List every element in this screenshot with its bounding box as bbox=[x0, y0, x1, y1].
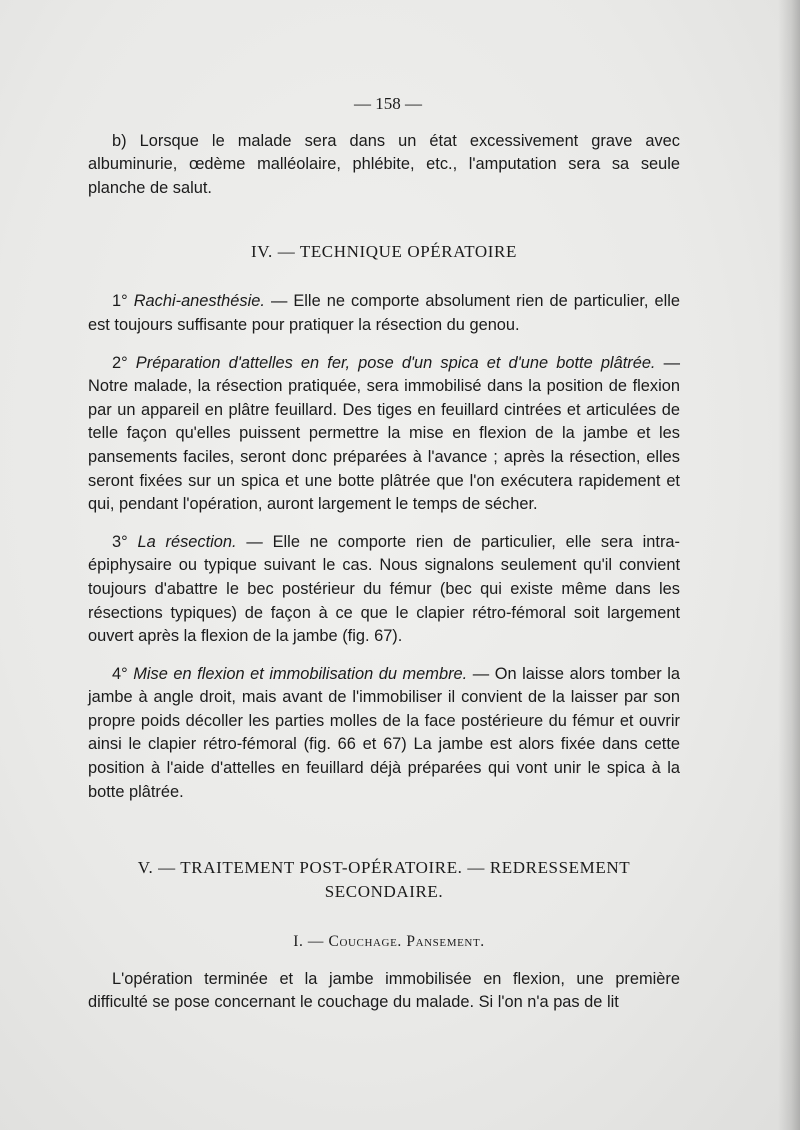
item-3-text: — Elle ne comporte rien de particulier, elle sera intra-épiphysaire ou typique suivant le cas. Nous signalons seulement qu'il convient toujours d'abattre le bec postérieur du fémur (bec qui existe même dans les résections typiques) de façon à ce que le clapier rétro-fémoral soit largement ouvert après la flexion de la jambe (fig. 67). bbox=[88, 532, 680, 646]
item-2-title: Préparation d'attelles en fer, pose d'un spica et d'une botte plâtrée. bbox=[135, 353, 656, 372]
item-3-number: 3° bbox=[112, 532, 128, 551]
section-4-title: IV. — TECHNIQUE OPÉRATOIRE bbox=[251, 242, 517, 262]
item-2 bbox=[88, 352, 680, 517]
item-2-text: — Notre malade, la résection pratiquée, sera immobilisé dans la position de flexion par un appareil en plâtre feuillard. Des tiges en feuillard cintrées et articulées de telle façon qu'elles puissent permettre la mise en flexion de la jambe et les pansements faciles, seront donc préparées à l'avance ; après la résection, elles seront fixées sur un spica et une botte plâtrée que l'on exécutera rapidement et qui, pendant l'opération, auront largement le temps de sécher. bbox=[88, 353, 681, 514]
item-1 bbox=[88, 290, 680, 337]
item-1-title: Rachi-anesthésie. bbox=[133, 292, 265, 311]
section-5-title-line-2: SECONDAIRE. bbox=[324, 882, 444, 902]
item-4 bbox=[88, 663, 680, 805]
page-content bbox=[88, 92, 680, 1015]
item-3-title: La résection. bbox=[137, 532, 237, 551]
section-5-title-line-1: V. — TRAITEMENT POST-OPÉRATOIRE. — REDRESSEMENT bbox=[137, 858, 631, 878]
item-1-number: 1° bbox=[112, 292, 128, 311]
item-4-text: — On laisse alors tomber la jambe à angle droit, mais avant de l'immobiliser il convient de la laisser par son propre poids décoller les parties molles de la face postérieure du fémur et ouvrir ainsi le clapier rétro-fémoral (fig. 66 et 67) La jambe est alors fixée dans cette position à l'aide d'attelles en feuillard déjà préparées qui vont unir le spica à la botte plâtrée. bbox=[88, 664, 680, 801]
page-spine-shadow bbox=[778, 0, 800, 1130]
paragraph-b: b) Lorsque le malade sera dans un état excessivement grave avec albuminurie, œdème malléolaire, phlébite, etc., l'amputation sera sa seule planche de salut. bbox=[88, 131, 680, 197]
item-2-number: 2° bbox=[112, 353, 128, 372]
item-1-text: — Elle ne comporte absolument rien de particulier, elle est toujours suffisante pour pratiquer la résection du genou. bbox=[88, 292, 680, 334]
item-4-number: 4° bbox=[112, 664, 128, 683]
subsection-1-title: I. — Couchage. Pansement. bbox=[293, 933, 485, 951]
item-3 bbox=[88, 531, 680, 649]
item-4-title: Mise en flexion et immobilisation du membre. bbox=[133, 664, 468, 683]
paragraph-final: L'opération terminée et la jambe immobilisée en flexion, une première difficulté se pose concernant le couchage du malade. Si l'on n'a pas de lit bbox=[88, 969, 680, 1012]
page-number: — 158 — bbox=[354, 94, 422, 113]
